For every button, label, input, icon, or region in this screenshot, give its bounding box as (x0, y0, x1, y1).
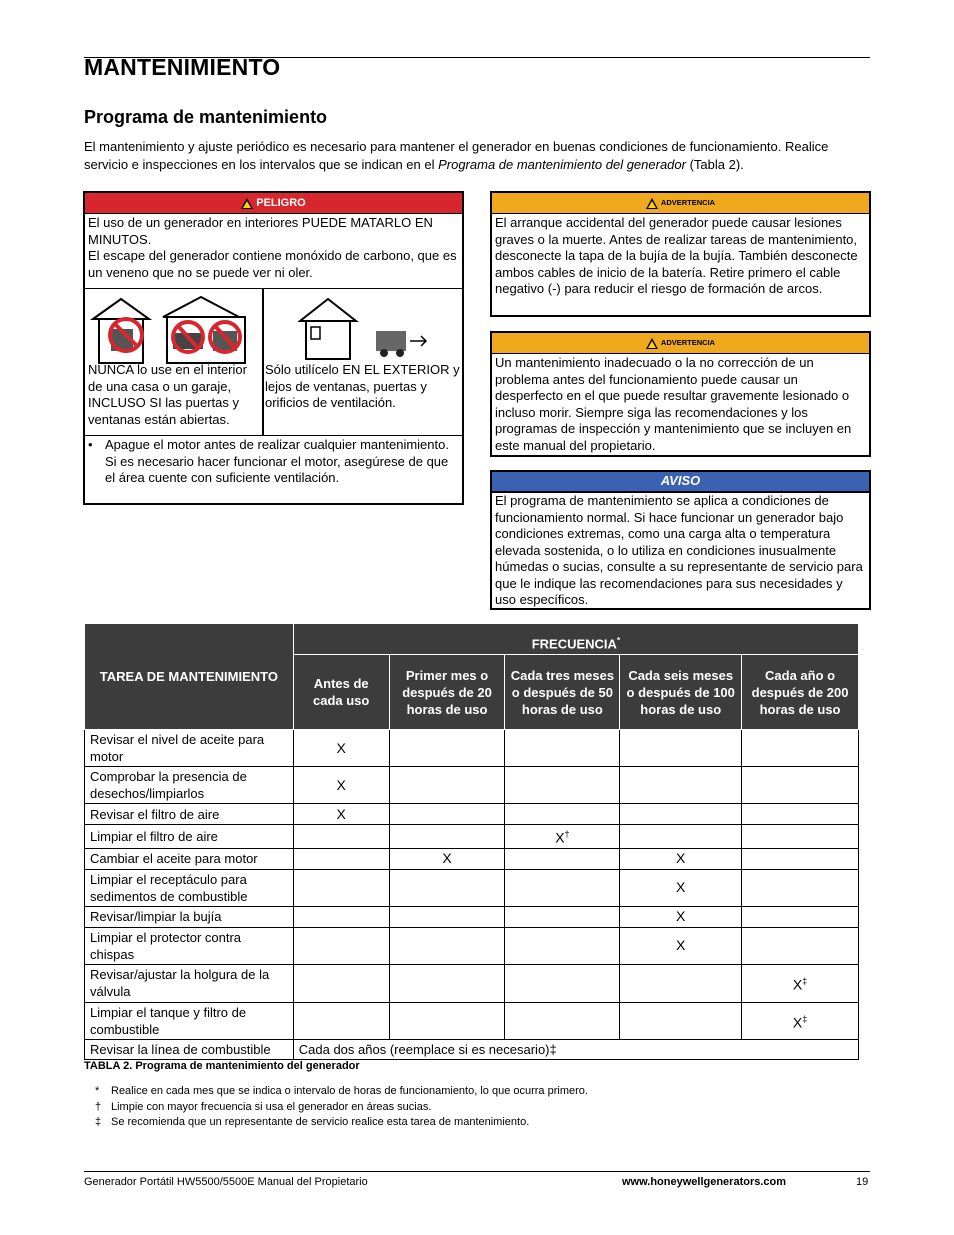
frequency-note-cell: Cada dos años (reemplace si es necesario)‡ (293, 1039, 858, 1059)
frequency-cell (742, 804, 859, 825)
task-cell: Revisar el nivel de aceite para motor (85, 730, 294, 767)
table-row (85, 927, 859, 964)
footnote-mark: † (95, 1100, 102, 1113)
table-row (85, 804, 859, 825)
task-cell: Comprobar la presencia de desechos/limpiarlos (85, 767, 294, 804)
table-row (85, 964, 859, 1002)
outside-only-panel (264, 289, 462, 435)
frequency-cell (742, 848, 859, 869)
footer-rule (84, 1171, 870, 1172)
frequency-cell: X‡ (742, 964, 859, 1002)
frequency-column-header: Antes de cada uso (293, 655, 389, 730)
task-header: TAREA DE MANTENIMIENTO (85, 624, 294, 730)
warning-triangle-icon (646, 198, 658, 209)
frequency-cell: X (389, 848, 505, 869)
frequency-cell (389, 869, 505, 906)
frequency-cell (742, 767, 859, 804)
frequency-cell: X (620, 848, 742, 869)
frequency-cell (389, 730, 505, 767)
danger-header: PELIGRO (85, 193, 462, 214)
table-row (85, 730, 859, 767)
frequency-column-header: Primer mes o después de 20 horas de uso (389, 655, 505, 730)
task-cell: Limpiar el filtro de aire (85, 825, 294, 849)
frequency-cell (505, 1002, 620, 1039)
frequency-cell (505, 767, 620, 804)
outside-only-text: Sólo utilícelo EN EL EXTERIOR y lejos de ventanas, puertas y orificios de ventilación. (265, 362, 460, 410)
frequency-cell (505, 927, 620, 964)
frequency-cell (293, 848, 389, 869)
footnote-text: Limpie con mayor frecuencia si usa el generador en áreas sucias. (111, 1100, 432, 1113)
intro-paragraph: El mantenimiento y ajuste periódico es necesario para mantener el generador en buenas condiciones de funcionamiento. Realice servicio e inspecciones en los intervalos que se indican en el Programa de mantenimiento del generador (Tabla 2). (84, 139, 829, 172)
task-cell: Limpiar el tanque y filtro de combustible (85, 1002, 294, 1039)
danger-bullet: • Apague el motor antes de realizar cualquier mantenimiento. Si es necesario hacer funcionar el motor, asegúrese de que el área cuente con suficiente ventilación. (88, 437, 449, 485)
task-cell: Revisar la línea de combustible (85, 1039, 294, 1059)
frequency-cell (620, 804, 742, 825)
task-cell: Cambiar el aceite para motor (85, 848, 294, 869)
frequency-cell (293, 869, 389, 906)
warning-header-2: ADVERTENCIA (492, 333, 869, 354)
frequency-header: FRECUENCIA* (293, 624, 858, 655)
table-row (85, 767, 859, 804)
footnote (95, 1115, 529, 1129)
frequency-column-header: Cada seis meses o después de 100 horas de uso (620, 655, 742, 730)
task-cell: Limpiar el receptáculo para sedimentos de combustible (85, 869, 294, 906)
frequency-cell (620, 730, 742, 767)
frequency-cell: X (620, 927, 742, 964)
danger-text: El uso de un generador en interiores PUEDE MATARLO EN MINUTOS. El escape del generador contiene monóxido de carbono, que es un veneno que no se puede ver ni oler. (85, 214, 462, 289)
maintenance-table (84, 623, 859, 1060)
footnote (95, 1100, 431, 1114)
section-title: Programa de mantenimiento (84, 107, 328, 127)
frequency-cell (505, 848, 620, 869)
frequency-cell: X‡ (742, 1002, 859, 1039)
notice-box (490, 470, 871, 610)
no-indoor-use-icon (89, 295, 259, 367)
warning-text-2: Un mantenimiento inadecuado o la no corrección de un problema antes del funcionamiento puede causar un desperfecto en el que puede resultar gravemente lesionado o incluso morir. Siempre siga las recomendaciones y los programas de inspección y mantenimiento que se incluyen en este manual del propietario. (495, 355, 852, 453)
never-indoors-panel (85, 289, 264, 435)
table-row (85, 825, 859, 849)
frequency-cell: X† (505, 825, 620, 849)
frequency-cell (389, 767, 505, 804)
table-row (85, 848, 859, 869)
frequency-cell (505, 869, 620, 906)
page-title: MANTENIMIENTO (84, 54, 281, 80)
frequency-cell (293, 825, 389, 849)
frequency-cell (742, 825, 859, 849)
frequency-cell (505, 804, 620, 825)
frequency-cell (505, 906, 620, 927)
frequency-cell (505, 730, 620, 767)
frequency-cell: X (620, 906, 742, 927)
footnote-mark: * (95, 1085, 100, 1097)
task-cell: Revisar el filtro de aire (85, 804, 294, 825)
footer-url[interactable]: www.honeywellgenerators.com (622, 1176, 787, 1188)
warning-triangle-icon (646, 338, 658, 349)
frequency-cell (389, 906, 505, 927)
frequency-cell (389, 1002, 505, 1039)
footnote (95, 1084, 588, 1098)
table-row (85, 906, 859, 927)
warning-header-1: ADVERTENCIA (492, 193, 869, 214)
table-caption: TABLA 2. Programa de mantenimiento del generador (84, 1060, 360, 1072)
warning-text-1: El arranque accidental del generador puede causar lesiones graves o la muerte. Antes de realizar tareas de mantenimiento, desconecte la tapa de la bujía de la bujía. También desconecte ambos cables de inicio de la batería. Retire primero el cable negativo (-) para reducir el riesgo de formación de arcos. (495, 215, 858, 296)
frequency-column-header: Cada tres meses o después de 50 horas de uso (505, 655, 620, 730)
frequency-cell (742, 869, 859, 906)
task-cell: Revisar/limpiar la bujía (85, 906, 294, 927)
warning-box-1 (490, 191, 871, 317)
frequency-cell (389, 804, 505, 825)
frequency-cell: X (293, 804, 389, 825)
notice-text: El programa de mantenimiento se aplica a condiciones de funcionamiento normal. Si hace funcionar un generador bajo condiciones extremas, como una carga alta o temperatura elevada sostenida, o lo utiliza en condiciones inusualmente húmedas o sucias, consulte a su representante de servicio para que le indique las recomendaciones para sus necesidades y uso específicos. (495, 493, 863, 607)
outdoor-use-icon (298, 295, 438, 367)
frequency-cell (620, 825, 742, 849)
frequency-cell (293, 906, 389, 927)
frequency-cell (293, 964, 389, 1002)
frequency-cell (620, 964, 742, 1002)
frequency-cell (742, 730, 859, 767)
task-cell: Limpiar el protector contra chispas (85, 927, 294, 964)
frequency-cell (505, 964, 620, 1002)
frequency-cell (620, 1002, 742, 1039)
frequency-cell (389, 927, 505, 964)
table-row (85, 869, 859, 906)
footnote-mark: ‡ (95, 1116, 102, 1128)
frequency-cell (742, 906, 859, 927)
danger-box (83, 191, 464, 505)
warning-box-2 (490, 331, 871, 457)
frequency-cell: X (293, 767, 389, 804)
frequency-cell (620, 767, 742, 804)
frequency-cell (742, 927, 859, 964)
frequency-cell: X (620, 869, 742, 906)
warning-triangle-icon (241, 198, 253, 209)
frequency-column-header: Cada año o después de 200 horas de uso (742, 655, 859, 730)
table-row (85, 1039, 859, 1059)
frequency-cell (293, 1002, 389, 1039)
footnote-text: Se recomienda que un representante de servicio realice esta tarea de mantenimiento. (111, 1116, 530, 1128)
page-number: 19 (856, 1176, 869, 1188)
never-indoors-text: NUNCA lo use en el interior de una casa o un garaje, INCLUSO SI las puertas y ventanas están abiertas. (88, 362, 247, 427)
notice-header: AVISO (492, 472, 869, 493)
frequency-cell (389, 964, 505, 1002)
table-row (85, 1002, 859, 1039)
task-cell: Revisar/ajustar la holgura de la válvula (85, 964, 294, 1002)
frequency-cell (293, 927, 389, 964)
footer-manual-title: Generador Portátil HW5500/5500E Manual del Propietario (84, 1176, 368, 1188)
frequency-cell (389, 825, 505, 849)
footnote-text: Realice en cada mes que se indica o intervalo de horas de funcionamiento, lo que ocurra primero. (111, 1085, 588, 1097)
frequency-cell: X (293, 730, 389, 767)
